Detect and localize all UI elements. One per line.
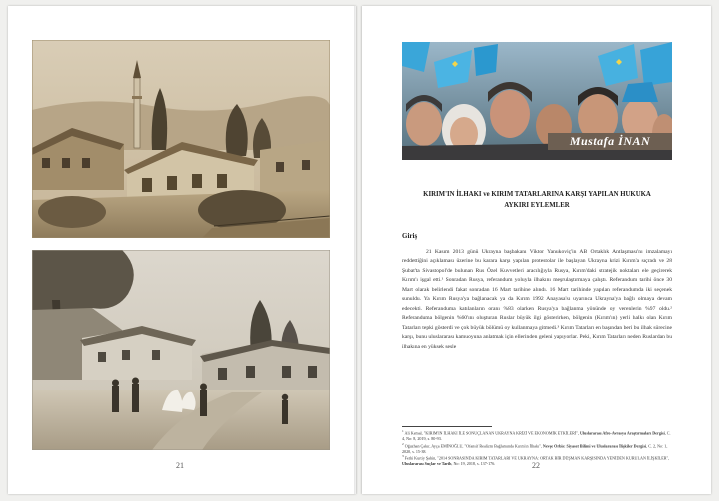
footnote: $^3$ Fethi Kurtiy Şahin, "2014 SONRASINDA KIRIM TATARLARI VE UKRAYNA: ORTAK BİR DÜŞMAN KARŞISINDA YENİDEN KURULAN İLİŞKİLER", Uluslararası Suçlar ve Tarih, No: 19, 2018, s. 137-176. (402, 454, 670, 467)
body-text: 21 Kasım 2013 günü Ukrayna başbakanı Viktor Yanukoviç'in AB Ortaklık Antlaşması'nı imzalamayı reddettiğini açıklaması üzerine bu karara karşı yapılan protestolar ile başlayan Ukrayna krizi Kırım'a sıçradı ve 28 Şubat'ta Sivastopol'de bulunan Rus Özel Kuvvetleri aracılığıyla Rusya, Kırım'daki stratejik noktaları ele geçirerek Kırım'ı işgal etti.¹ Sonradan Rusya, referandum yoluyla ilhakını meşrulaştırmaya çalıştı. Referandum tarihi önce 30 Mart olarak belirlendi fakat sonradan 16 Mart tarihine alındı. 16 Mart tarihinde yapılan referandumda iki seçenek sunuldu. Ya Kırım Rusya'ya bağlanacak ya da Kırım 1992 Anayasa'sı uyarınca Ukrayna'ya bağlı olmaya devam edecekti. Referanduma katılanların oranı %83 olarken Rusya'ya bağlanma yönünde oy verenlerin %97 oldu.² Referanduma bölgenin %60'ını oluşturan Ruslar büyük ilgi gösterirken, bölgenin (Kırım'ın) yerli halkı olan Kırım Tatarları tepki gösterdi ve çok büyük bölümü oy kullanmaya gitmedi.³ Kırım Tatarları en başından beri bu ilhak sürecine karşı, bunu uluslararası kamuoyuna anlatmak için ellerinden geleni yapıyorlar. Peki, Kırım Tatarları neden Ruslardan bu ilhakına en yüksek sesle (402, 249, 672, 350)
photo-bottom (32, 250, 330, 450)
footnote-divider (402, 426, 492, 427)
section-heading: Giriş (402, 232, 418, 240)
vintage-photo-town-with-minaret (32, 40, 330, 238)
page-number: 21 (176, 461, 184, 470)
article-title (402, 189, 672, 211)
footnote: $^1$ Ali Kemal, "KIRIM'IN İLHAKI İLE SONUÇLANAN UKRAYNA KRİZİ VE EKONOMİK ETKİLERİ", Uluslararası Afro-Avrasya Araştırmaları Dergisi, C. 4, No: 8, 2019, s. 80-93. (402, 429, 671, 441)
title-line-2: AYKIRI EYLEMLER (504, 202, 570, 209)
title-line-1: KIRIM'IN İLHAKI ve KIRIM TATARLARINA KARŞI YAPILAN HUKUKA (423, 191, 651, 198)
author-name: Mustafa İNAN (548, 133, 672, 150)
header-banner (402, 42, 672, 160)
left-page (8, 6, 356, 494)
right-page (362, 6, 711, 494)
footnote: $^2$ Oğuzhan Çakır, Ayça EMİNOĞLU, "Ofansif Realizm Bağlamında Kırım'ın İlhakı", Nevşe Orbis: Siyaset Bilimi ve Uluslararası İlişkiler Dergisi, C. 2, No: 1, 2020, s. 15-38. (402, 441, 668, 454)
photo-top (32, 40, 330, 238)
vintage-photo-street-scene (32, 250, 330, 450)
page-number: 22 (532, 461, 540, 470)
